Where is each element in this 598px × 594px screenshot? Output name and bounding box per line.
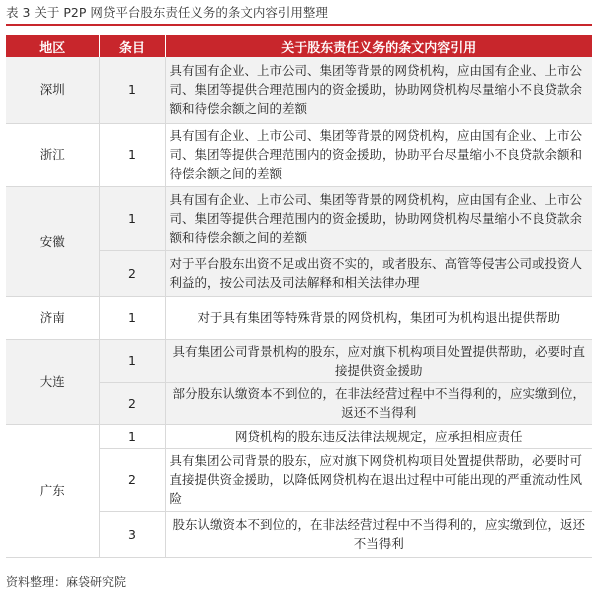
article-cell: 1 (99, 57, 165, 123)
table-row (6, 424, 592, 448)
content-cell: 具有集团公司背景的股东，应对旗下网贷机构项目处置提供帮助，必要时可直接提供资金援助，以降低网贷机构在退出过程中可能出现的严重流动性风险 (165, 448, 592, 511)
article-cell: 1 (99, 296, 165, 339)
table-row (6, 123, 592, 186)
article-cell: 1 (99, 424, 165, 448)
region-cell: 浙江 (6, 123, 99, 186)
content-cell: 具有集团公司背景机构的股东，应对旗下机构项目处置提供帮助，必要时直接提供资金援助 (165, 339, 592, 382)
header-content: 关于股东责任义务的条文内容引用 (165, 35, 592, 57)
region-cell: 广东 (6, 424, 99, 557)
region-cell: 济南 (6, 296, 99, 339)
region-cell: 深圳 (6, 57, 99, 123)
content-cell: 具有国有企业、上市公司、集团等背景的网贷机构，应由国有企业、上市公司、集团等提供合理范围内的资金援助，协助网贷机构尽量缩小不良贷款余额和待偿余额之间的差额 (165, 57, 592, 123)
article-cell: 1 (99, 123, 165, 186)
table-row (6, 296, 592, 339)
article-cell: 3 (99, 511, 165, 557)
table-row (6, 57, 592, 123)
header-article: 条目 (99, 35, 165, 57)
content-cell: 具有国有企业、上市公司、集团等背景的网贷机构，应由国有企业、上市公司、集团等提供合理范围内的资金援助，协助网贷机构尽量缩小不良贷款余额和待偿余额之间的差额 (165, 186, 592, 250)
content-cell: 对于平台股东出资不足或出资不实的，或者股东、高管等侵害公司或投资人利益的，按公司法及司法解释和相关法律办理 (165, 250, 592, 296)
content-cell: 股东认缴资本不到位的，在非法经营过程中不当得利的，应实缴到位，返还不当得利 (165, 511, 592, 557)
table-row (6, 186, 592, 250)
table-header-row (6, 35, 592, 57)
caption-rule (6, 24, 592, 26)
regulation-table (6, 35, 592, 558)
header-region: 地区 (6, 35, 99, 57)
article-cell: 1 (99, 186, 165, 250)
content-cell: 网贷机构的股东违反法律法规规定，应承担相应责任 (165, 424, 592, 448)
table-row (6, 339, 592, 382)
region-cell: 大连 (6, 339, 99, 424)
article-cell: 1 (99, 339, 165, 382)
content-cell: 部分股东认缴资本不到位的，在非法经营过程中不当得利的，应实缴到位，返还不当得利 (165, 382, 592, 424)
content-cell: 具有国有企业、上市公司、集团等背景的网贷机构，应由国有企业、上市公司、集团等提供合理范围内的资金援助，协助平台尽量缩小不良贷款余额和待偿余额之间的差额 (165, 123, 592, 186)
article-cell: 2 (99, 382, 165, 424)
region-cell: 安徽 (6, 186, 99, 296)
source-note: 资料整理：麻袋研究院 (6, 575, 127, 589)
article-cell: 2 (99, 250, 165, 296)
article-cell: 2 (99, 448, 165, 511)
content-cell: 对于具有集团等特殊背景的网贷机构，集团可为机构退出提供帮助 (165, 296, 592, 339)
table-caption: 表 3 关于 P2P 网贷平台股东责任义务的条文内容引用整理 (6, 5, 328, 20)
